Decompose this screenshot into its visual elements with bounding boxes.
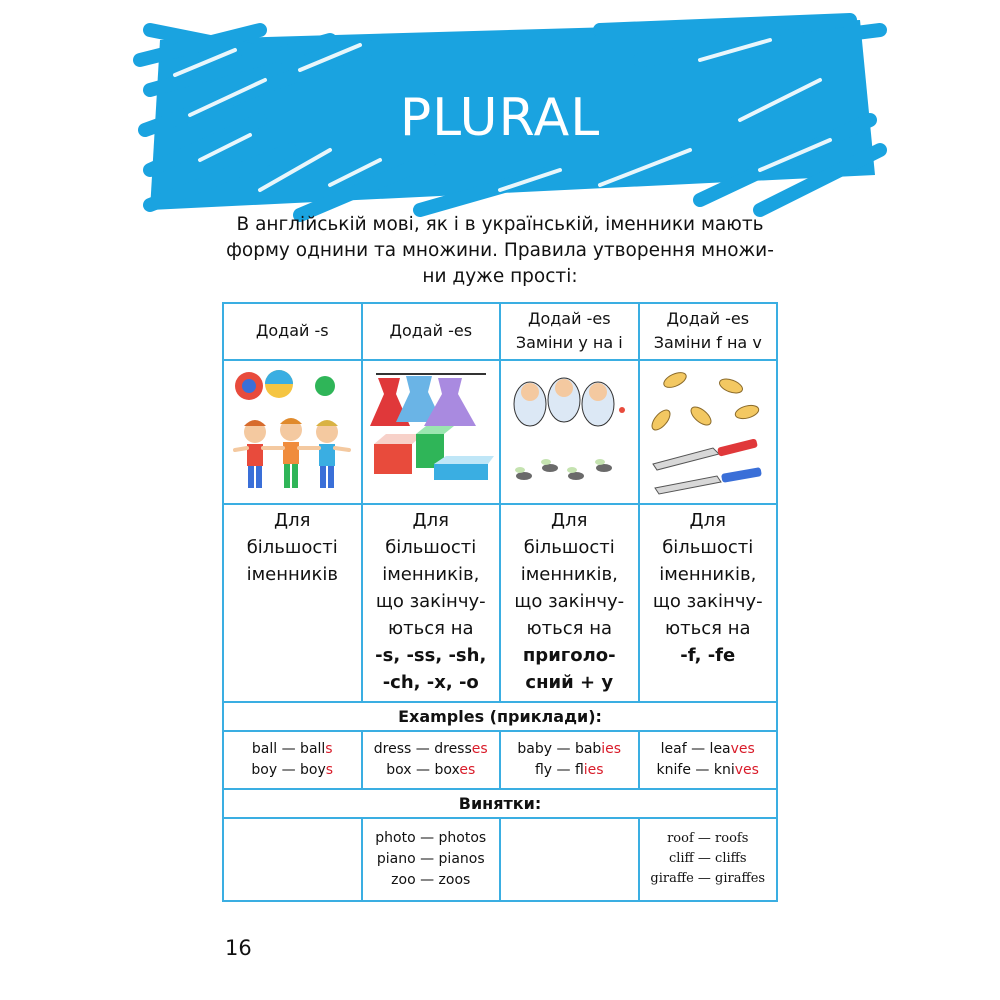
- babies-and-flies-illustration: [504, 364, 634, 499]
- exception-item: piano — pianos: [376, 850, 485, 867]
- description-line: більшості: [246, 536, 338, 558]
- dresses-and-boxes-illustration: [366, 364, 496, 499]
- page-number: 16: [225, 936, 252, 960]
- example-base: knife — kni: [656, 762, 735, 779]
- example-pair: [363, 760, 500, 781]
- header-cell-f-to-v: [639, 303, 778, 360]
- exception-cell: [362, 818, 501, 901]
- header-label: Додай -es: [527, 309, 611, 329]
- header-cell-y-to-i: [500, 303, 639, 360]
- example-suffix: s: [325, 741, 333, 758]
- description-line: Для: [412, 509, 449, 531]
- description-line: іменників,: [382, 563, 480, 585]
- examples-header: Examples (приклади):: [223, 702, 777, 730]
- description-line: що закінчу-: [375, 590, 486, 612]
- exceptions-header: Винятки:: [223, 789, 777, 817]
- example-suffix: ies: [601, 741, 622, 758]
- example-pair: [224, 739, 361, 760]
- exception-cell-empty: [223, 818, 362, 901]
- header-label: Додай -es: [389, 321, 473, 341]
- description-line: більшості: [385, 536, 477, 558]
- description-line: Для: [689, 509, 726, 531]
- example-cell: [362, 731, 501, 790]
- description-line: ються на: [388, 617, 474, 639]
- exceptions-header-row: [223, 789, 777, 817]
- example-pair: [640, 739, 777, 760]
- intro-line: ни дуже прості:: [422, 266, 578, 287]
- description-line: що закінчу-: [514, 590, 625, 612]
- example-base: ball — ball: [251, 741, 326, 758]
- illustration-dresses-boxes: [362, 360, 501, 504]
- ending-rule: -ch, -x, -o: [382, 671, 479, 693]
- ending-rule: -f, -fe: [680, 644, 736, 666]
- exception-cell: [639, 818, 778, 901]
- ending-rule: -s, -ss, -sh,: [375, 644, 487, 666]
- example-base: leaf — lea: [660, 741, 731, 758]
- exception-item: zoo — zoos: [391, 871, 471, 888]
- illustration-row: [223, 360, 777, 504]
- description-line: ються на: [526, 617, 612, 639]
- description-cell: [362, 504, 501, 703]
- intro-line: форму однини та множини. Правила утворення множи-: [226, 240, 774, 261]
- description-line: Для: [551, 509, 588, 531]
- description-line: що закінчу-: [652, 590, 763, 612]
- example-suffix: ies: [583, 762, 604, 779]
- description-cell: [223, 504, 362, 703]
- example-cell: [639, 731, 778, 790]
- exception-item: photo — photos: [375, 829, 487, 846]
- ending-rule: приголо-: [522, 644, 616, 666]
- header-sublabel: Заміни f на v: [653, 333, 762, 353]
- balls-and-boys-illustration: [227, 364, 357, 499]
- example-suffix: es: [459, 762, 476, 779]
- intro-paragraph: [222, 212, 778, 290]
- header-cell-es: [362, 303, 501, 360]
- example-pair: [224, 760, 361, 781]
- exceptions-row: [223, 818, 777, 901]
- description-line: іменників,: [520, 563, 618, 585]
- description-line: іменників: [246, 563, 338, 585]
- example-suffix: ves: [730, 741, 755, 758]
- example-cell: [223, 731, 362, 790]
- exception-item: roof — roofs: [667, 831, 749, 847]
- description-row: [223, 504, 777, 703]
- example-pair: [363, 739, 500, 760]
- example-suffix: es: [471, 741, 488, 758]
- exception-cell-empty: [500, 818, 639, 901]
- description-line: більшості: [523, 536, 615, 558]
- header-cell-s: [223, 303, 362, 360]
- leaves-and-knives-illustration: [643, 364, 773, 499]
- plural-rules-table: [222, 302, 778, 902]
- illustration-babies-flies: [500, 360, 639, 504]
- description-line: більшості: [662, 536, 754, 558]
- examples-header-row: [223, 702, 777, 730]
- description-cell: [639, 504, 778, 703]
- header-sublabel: Заміни y на i: [515, 333, 623, 353]
- example-base: boy — boy: [251, 762, 326, 779]
- example-base: dress — dress: [373, 741, 472, 758]
- header-label: Додай -es: [666, 309, 750, 329]
- example-base: baby — bab: [517, 741, 602, 758]
- ending-rule: сний + y: [525, 671, 614, 693]
- example-cell: [500, 731, 639, 790]
- header-label: Додай -s: [255, 321, 329, 341]
- description-cell: [500, 504, 639, 703]
- description-line: ються на: [665, 617, 751, 639]
- example-suffix: s: [325, 762, 334, 779]
- example-pair: [501, 739, 638, 760]
- description-line: іменників,: [659, 563, 757, 585]
- example-base: fly — fl: [534, 762, 584, 779]
- illustration-balls-boys: [223, 360, 362, 504]
- header-row: [223, 303, 777, 360]
- examples-row: [223, 731, 777, 790]
- example-base: box — box: [386, 762, 460, 779]
- example-suffix: ves: [734, 762, 759, 779]
- intro-line: В англійській мові, як і в українській, іменники мають: [236, 214, 764, 235]
- illustration-leaves-knives: [639, 360, 778, 504]
- example-pair: [640, 760, 777, 781]
- description-line: Для: [274, 509, 311, 531]
- exception-item: cliff — cliffs: [668, 851, 747, 867]
- page-title: PLURAL: [399, 88, 601, 148]
- title-banner: [0, 0, 1000, 230]
- example-pair: [501, 760, 638, 781]
- exception-item: giraffe — giraffes: [650, 871, 766, 887]
